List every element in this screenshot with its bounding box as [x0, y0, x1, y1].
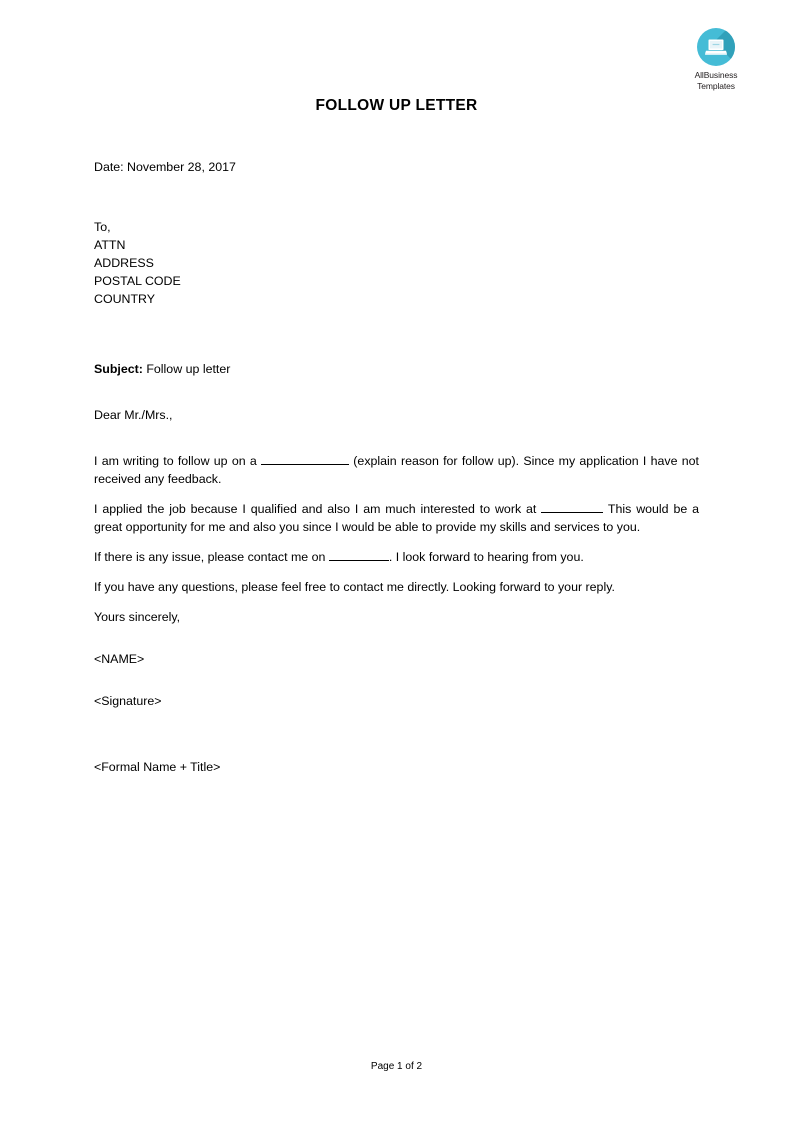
page-title: FOLLOW UP LETTER: [315, 97, 478, 114]
spacer-after-recipient: [94, 308, 699, 360]
paragraph-2-part-1: I applied the job because I qualified and also I am much interested to work at: [94, 502, 537, 516]
recipient-line-country: COUNTRY: [94, 292, 156, 306]
formal-name-title-placeholder: <Formal Name + Title>: [94, 760, 221, 774]
subject-value: Follow up letter: [146, 362, 231, 376]
paragraph-1-part-2: (explain reason for follow up). Since my application I have not received any feedback.: [94, 454, 699, 486]
brand-caption-line1: AllBusiness: [694, 70, 738, 80]
brand-logo: [678, 28, 754, 91]
recipient-block: [94, 218, 699, 308]
brand-caption: [678, 70, 754, 91]
paragraph-2: [94, 500, 699, 536]
salutation: Dear Mr./Mrs.,: [94, 408, 173, 422]
recipient-line-postal-code: POSTAL CODE: [94, 274, 181, 288]
fill-in-blank-reason[interactable]: [261, 452, 349, 465]
signature-name-placeholder: <NAME>: [94, 652, 145, 666]
paragraph-2-part-2: This would be a great opportunity for me and also you since I would be able to provide my skills and services to you.: [94, 502, 699, 534]
recipient-line-attn: ATTN: [94, 238, 126, 252]
date-line: Date: November 28, 2017: [94, 160, 236, 174]
signature-placeholder: <Signature>: [94, 694, 162, 708]
recipient-line-address: ADDRESS: [94, 256, 154, 270]
spacer-after-salutation: [94, 424, 699, 452]
paragraph-4: If you have any questions, please feel free to contact me directly. Looking forward to your reply.: [94, 580, 615, 594]
paragraph-1: [94, 452, 699, 488]
fill-in-blank-company[interactable]: [541, 500, 603, 513]
fill-in-blank-contact[interactable]: [329, 548, 389, 561]
subject-line: [94, 360, 699, 378]
subject-label: Subject:: [94, 362, 143, 376]
closing-line: Yours sincerely,: [94, 610, 181, 624]
spacer-after-subject: [94, 378, 699, 406]
letter-body: [94, 158, 699, 776]
spacer-after-date: [94, 176, 699, 218]
laptop-icon: [705, 39, 727, 56]
paragraph-3-part-2: . I look forward to hearing from you.: [388, 550, 584, 564]
logo-circle-wrap: [697, 28, 735, 66]
paragraph-1-part-1: I am writing to follow up on a: [94, 454, 257, 468]
paragraph-3: [94, 548, 699, 566]
recipient-line-to: To,: [94, 220, 111, 234]
paragraph-3-part-1: If there is any issue, please contact me on: [94, 550, 326, 564]
brand-caption-line2: Templates: [697, 80, 735, 91]
page-footer: Page 1 of 2: [370, 1061, 423, 1072]
